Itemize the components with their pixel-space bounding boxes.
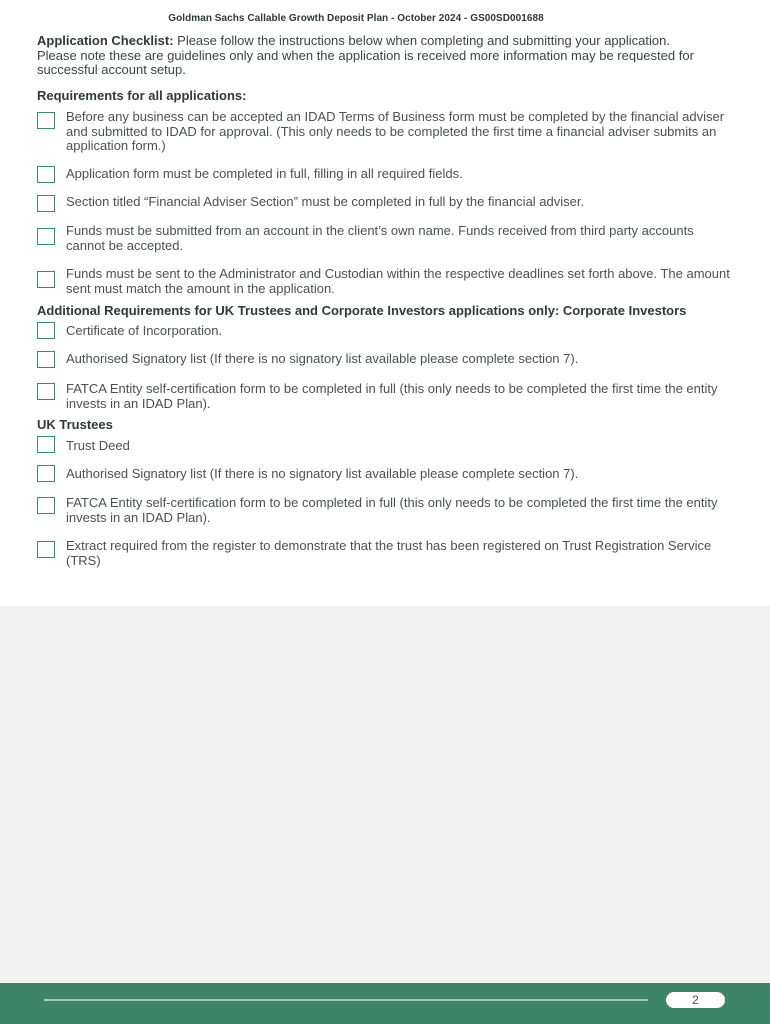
checklist-item-text: Funds must be submitted from an account in the client’s own name. Funds received from third party accounts cannot be accepted. xyxy=(66,223,694,253)
section-heading-trustees: UK Trustees xyxy=(37,417,113,432)
checkbox[interactable] xyxy=(37,228,55,245)
intro-paragraph xyxy=(37,34,697,78)
checklist-item-text: Application form must be completed in full, filling in all required fields. xyxy=(66,166,463,181)
checkbox[interactable] xyxy=(37,541,55,558)
intro-text: Please follow the instructions below when completing and submitting your application. Please note these are guidelines only and when the application is received more information may be requested for successful account setup. xyxy=(37,33,694,77)
checklist-item-text: Certificate of Incorporation. xyxy=(66,323,223,338)
checkbox[interactable] xyxy=(37,351,55,368)
footer-divider xyxy=(44,999,648,1001)
checkbox[interactable] xyxy=(37,436,55,453)
checkbox[interactable] xyxy=(37,112,55,129)
section-heading-corporate: Additional Requirements for UK Trustees and Corporate Investors applications only: Corporate Investors xyxy=(37,303,687,318)
checkbox[interactable] xyxy=(37,497,55,514)
checklist-item-text: Authorised Signatory list (If there is no signatory list available please complete section 7). xyxy=(66,466,579,481)
checkbox[interactable] xyxy=(37,465,55,482)
checkbox[interactable] xyxy=(37,383,55,400)
checkbox[interactable] xyxy=(37,166,55,183)
intro-label: Application Checklist: xyxy=(37,33,174,48)
checklist-item-text: Extract required from the register to demonstrate that the trust has been registered on Trust Registration Service (TRS) xyxy=(66,538,712,568)
page-number: 2 xyxy=(666,992,725,1008)
checkbox[interactable] xyxy=(37,195,55,212)
checklist-item-text: FATCA Entity self-certification form to be completed in full (this only needs to be completed the first time the entity invests in an IDAD Plan). xyxy=(66,495,718,525)
checklist-item-text: FATCA Entity self-certification form to be completed in full (this only needs to be completed the first time the entity invests in an IDAD Plan). xyxy=(66,381,718,411)
document-title: Goldman Sachs Callable Growth Deposit Plan - October 2024 - GS00SD001688 xyxy=(168,13,544,24)
checklist-item-text: Funds must be sent to the Administrator and Custodian within the respective deadlines set forth above. The amount sent must match the amount in the application. xyxy=(66,266,730,296)
checklist-item-text: Section titled “Financial Adviser Section” must be completed in full by the financial adviser. xyxy=(66,194,585,209)
checkbox[interactable] xyxy=(37,322,55,339)
checklist-item-text: Authorised Signatory list (If there is no signatory list available please complete section 7). xyxy=(66,351,579,366)
checkbox[interactable] xyxy=(37,271,55,288)
checklist-item-text: Before any business can be accepted an IDAD Terms of Business form must be completed by the financial adviser and submitted to IDAD for approval. (This only needs to be completed the first time a financial adviser submits an application form.) xyxy=(66,109,725,153)
checklist-item-text: Trust Deed xyxy=(66,438,130,453)
page-footer xyxy=(0,983,770,1024)
section-heading-all-applications: Requirements for all applications: xyxy=(37,88,247,103)
